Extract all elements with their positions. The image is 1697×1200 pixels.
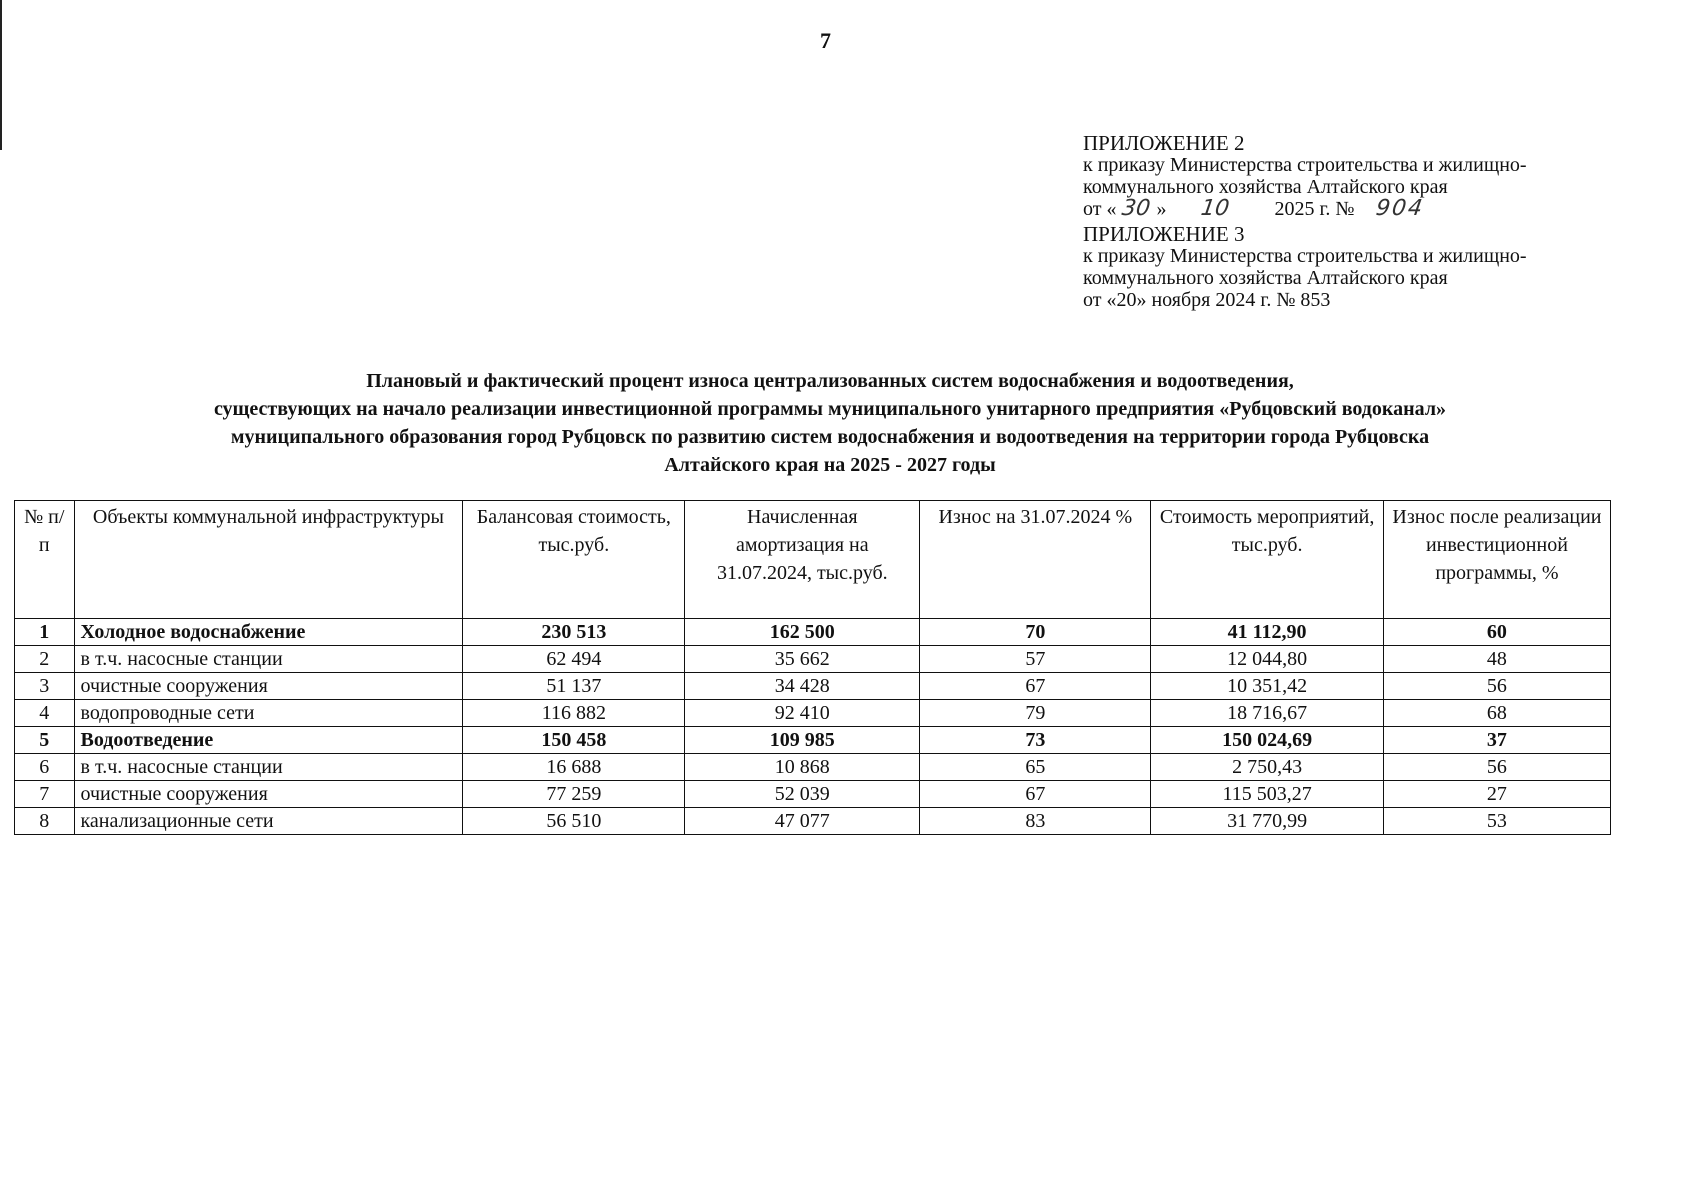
cell-amortization: 92 410 <box>685 700 920 727</box>
cell-num: 5 <box>15 727 75 754</box>
cell-num: 8 <box>15 808 75 835</box>
appendix-3-line2: коммунального хозяйства Алтайского края <box>1083 267 1448 289</box>
cell-name: водопроводные сети <box>74 700 463 727</box>
date-close-quote: » <box>1156 198 1167 220</box>
title-line-2: существующих на начало реализации инвестиционной программы муниципального унитарного предприятия «Рубцовский водоканал» <box>213 398 1447 420</box>
cell-cost: 41 112,90 <box>1151 619 1383 646</box>
cell-amortization: 35 662 <box>685 646 920 673</box>
cell-balance: 16 688 <box>463 754 685 781</box>
header-object: Объекты коммунальной инфраструктуры <box>74 501 463 619</box>
cell-wear-after: 56 <box>1383 754 1610 781</box>
table-row <box>15 727 1611 754</box>
handwritten-month: 10 <box>1199 196 1232 221</box>
cell-balance: 150 458 <box>463 727 685 754</box>
cell-balance: 116 882 <box>463 700 685 727</box>
date-prefix: от « <box>1083 198 1117 220</box>
cell-cost: 10 351,42 <box>1151 673 1383 700</box>
header-cost: Стоимость мероприятий, тыс.руб. <box>1151 501 1383 619</box>
appendix-3-block <box>1083 223 1527 311</box>
appendix-2-block <box>1083 132 1527 220</box>
header-wear-after: Износ после реализации инвестиционной программы, % <box>1383 501 1610 619</box>
handwritten-day: 30 <box>1120 196 1153 221</box>
page-number: 7 <box>820 28 831 53</box>
appendix-2-line2: коммунального хозяйства Алтайского края <box>1083 176 1448 198</box>
appendix-3-line3: от «20» ноября 2024 г. № 853 <box>1083 289 1331 311</box>
header-num: № п/п <box>15 501 75 619</box>
table-header-row <box>15 501 1611 619</box>
wear-table <box>14 500 1611 835</box>
cell-name: в т.ч. насосные станции <box>74 646 463 673</box>
document-title <box>30 367 1630 479</box>
header-wear: Износ на 31.07.2024 % <box>920 501 1151 619</box>
cell-balance: 77 259 <box>463 781 685 808</box>
cell-name: канализационные сети <box>74 808 463 835</box>
cell-balance: 230 513 <box>463 619 685 646</box>
cell-num: 4 <box>15 700 75 727</box>
cell-amortization: 47 077 <box>685 808 920 835</box>
cell-wear-after: 37 <box>1383 727 1610 754</box>
table-row <box>15 781 1611 808</box>
handwritten-order-number: 904 <box>1373 196 1426 221</box>
cell-wear-after: 27 <box>1383 781 1610 808</box>
cell-amortization: 52 039 <box>685 781 920 808</box>
cell-name: очистные сооружения <box>74 781 463 808</box>
cell-name: в т.ч. насосные станции <box>74 754 463 781</box>
appendix-3-line1: к приказу Министерства строительства и жилищно- <box>1083 245 1527 267</box>
cell-cost: 31 770,99 <box>1151 808 1383 835</box>
cell-wear: 83 <box>920 808 1151 835</box>
cell-balance: 51 137 <box>463 673 685 700</box>
header-amortization: Начисленная амортизация на 31.07.2024, тыс.руб. <box>685 501 920 619</box>
appendix-2-line1: к приказу Министерства строительства и жилищно- <box>1083 154 1527 176</box>
title-line-3: муниципального образования город Рубцовск по развитию систем водоснабжения и водоотведения на территории города Рубцовска <box>230 426 1430 448</box>
table-row <box>15 754 1611 781</box>
cell-name: очистные сооружения <box>74 673 463 700</box>
cell-num: 1 <box>15 619 75 646</box>
table-row <box>15 619 1611 646</box>
title-line-4: Алтайского края на 2025 - 2027 годы <box>664 454 996 476</box>
appendix-2-date-line <box>1083 198 1527 220</box>
table-row <box>15 646 1611 673</box>
cell-wear-after: 68 <box>1383 700 1610 727</box>
cell-wear-after: 48 <box>1383 646 1610 673</box>
scan-edge-line <box>0 0 2 150</box>
cell-num: 7 <box>15 781 75 808</box>
cell-cost: 12 044,80 <box>1151 646 1383 673</box>
appendix-2-heading: ПРИЛОЖЕНИЕ 2 <box>1083 131 1245 155</box>
cell-wear: 73 <box>920 727 1151 754</box>
cell-cost: 150 024,69 <box>1151 727 1383 754</box>
cell-cost: 115 503,27 <box>1151 781 1383 808</box>
cell-num: 6 <box>15 754 75 781</box>
cell-wear-after: 60 <box>1383 619 1610 646</box>
table-row <box>15 700 1611 727</box>
appendix-3-heading: ПРИЛОЖЕНИЕ 3 <box>1083 222 1245 246</box>
cell-wear: 67 <box>920 781 1151 808</box>
cell-amortization: 109 985 <box>685 727 920 754</box>
cell-name: Водоотведение <box>74 727 463 754</box>
table-row <box>15 673 1611 700</box>
cell-wear: 67 <box>920 673 1151 700</box>
cell-balance: 62 494 <box>463 646 685 673</box>
cell-num: 3 <box>15 673 75 700</box>
cell-amortization: 10 868 <box>685 754 920 781</box>
cell-wear: 70 <box>920 619 1151 646</box>
cell-cost: 18 716,67 <box>1151 700 1383 727</box>
cell-wear: 65 <box>920 754 1151 781</box>
cell-wear-after: 56 <box>1383 673 1610 700</box>
table-row <box>15 808 1611 835</box>
cell-name: Холодное водоснабжение <box>74 619 463 646</box>
cell-amortization: 162 500 <box>685 619 920 646</box>
cell-wear: 79 <box>920 700 1151 727</box>
cell-balance: 56 510 <box>463 808 685 835</box>
title-line-1: Плановый и фактический процент износа централизованных систем водоснабжения и водоотведения, <box>366 370 1294 392</box>
cell-cost: 2 750,43 <box>1151 754 1383 781</box>
cell-num: 2 <box>15 646 75 673</box>
cell-wear: 57 <box>920 646 1151 673</box>
cell-amortization: 34 428 <box>685 673 920 700</box>
cell-wear-after: 53 <box>1383 808 1610 835</box>
header-balance: Балансовая стоимость, тыс.руб. <box>463 501 685 619</box>
date-year: 2025 г. № <box>1274 198 1355 220</box>
